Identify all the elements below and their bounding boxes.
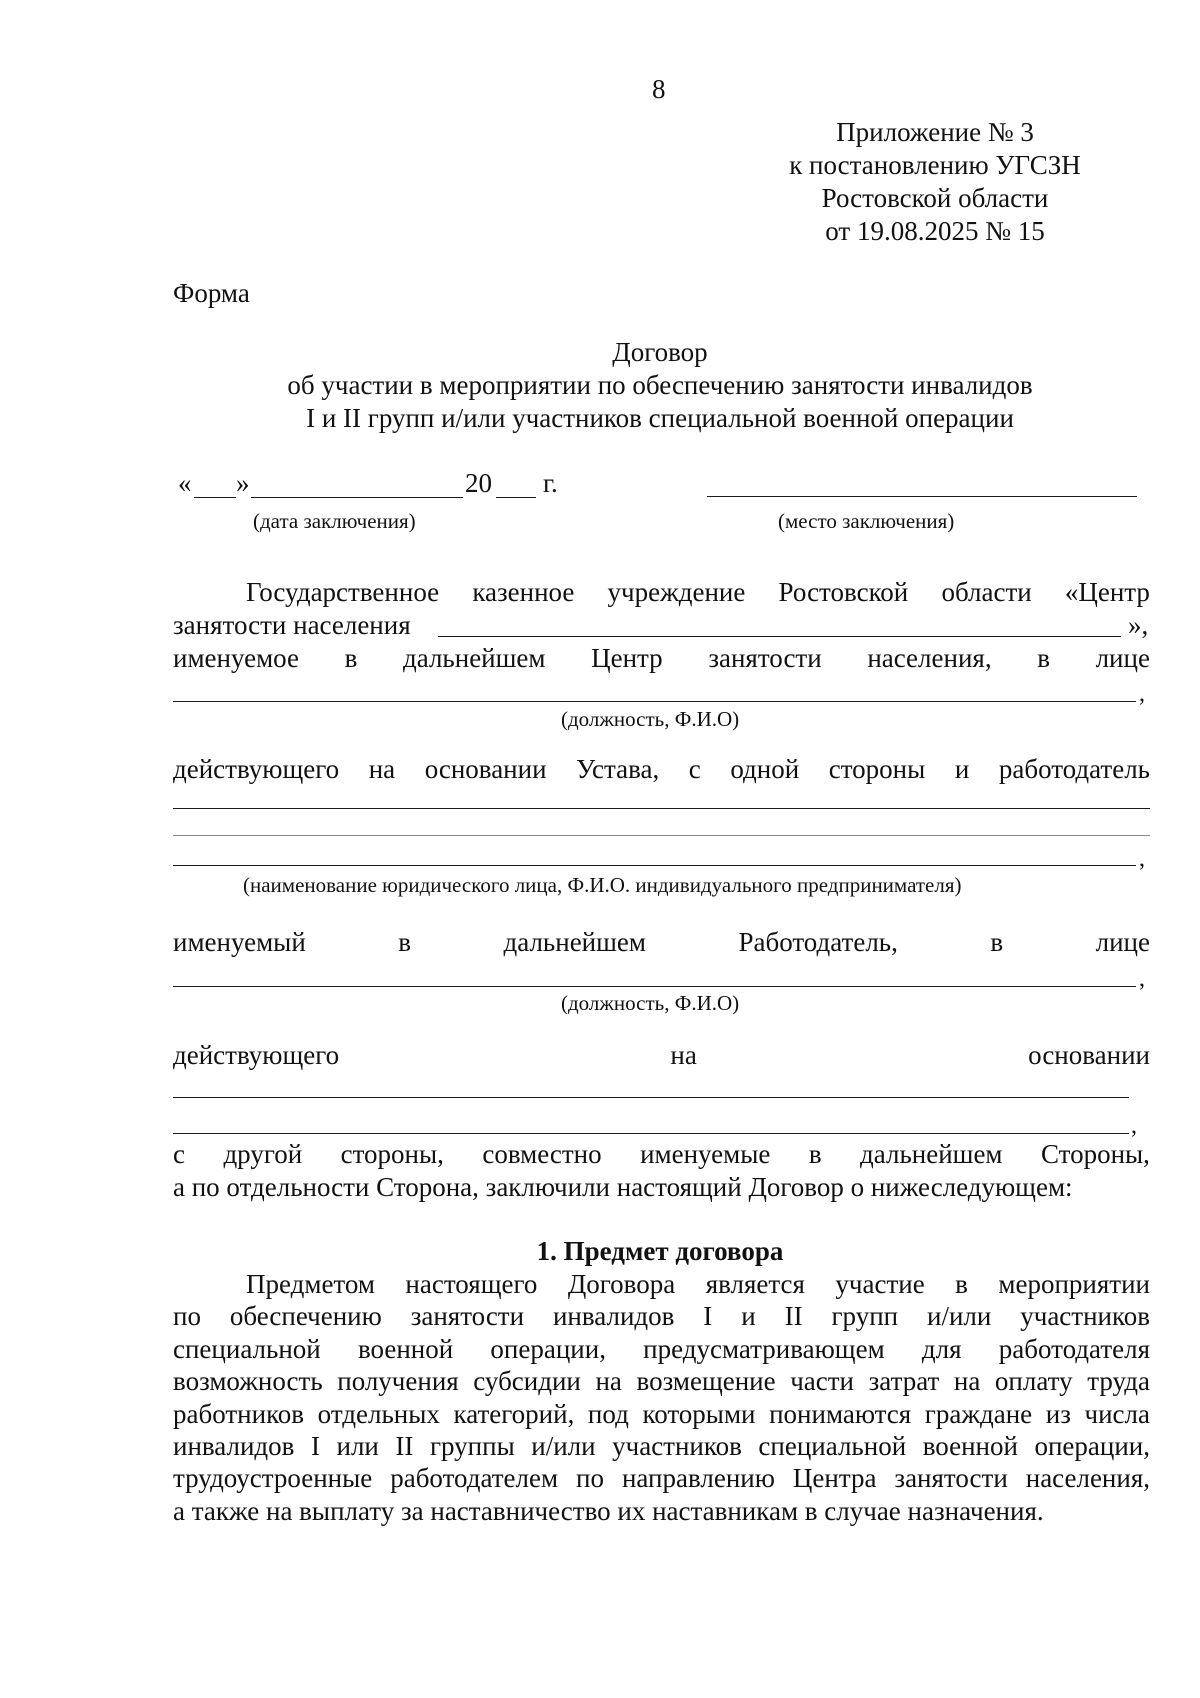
title-line-3: I и II групп и/или участников специальной военной операции — [306, 403, 1014, 433]
place-blank-line[interactable] — [707, 496, 1137, 497]
party3-caption: (должность, Ф.И.О) — [561, 991, 740, 1015]
section1-line: трудоустроенные работодателем по направлению Центра занятости населения, — [173, 1463, 1150, 1494]
place-caption: (место заключения) — [778, 509, 955, 533]
party1-line-2-start: занятости населения — [173, 610, 411, 640]
party3-word: лице — [1095, 927, 1150, 957]
document-title — [160, 336, 1160, 435]
party2-word: действующего — [173, 754, 340, 784]
closing-word: другой — [223, 1139, 303, 1169]
party1-line-3 — [173, 642, 1150, 675]
quote-close: » — [236, 468, 250, 498]
party2-word: стороны — [828, 754, 926, 784]
closing-word: с — [173, 1139, 185, 1169]
employer-name-blank-3[interactable] — [173, 865, 1136, 866]
form-label: Форма — [173, 278, 250, 308]
party1-word: Государственное — [246, 577, 440, 607]
party3-word: в — [398, 927, 412, 957]
party2-line-1 — [173, 753, 1150, 786]
appendix-line-3: Ростовской области — [821, 183, 1049, 213]
closing-word: в — [808, 1139, 822, 1169]
party3-comma: , — [1139, 966, 1145, 992]
party3-word: дальнейшем — [503, 927, 646, 957]
section1-line: а также на выплату за наставничество их наставникам в случае назначения. — [173, 1495, 1044, 1526]
party3-word: в — [990, 927, 1004, 957]
party4-word: на — [670, 1040, 697, 1070]
party2-word: Устава, — [576, 754, 660, 784]
party1-word: области — [941, 577, 1032, 607]
appendix-line-1: Приложение № 3 — [836, 117, 1034, 147]
title-line-2: об участии в мероприятии по обеспечению занятости инвалидов — [287, 370, 1033, 400]
party1-word: именуемое — [173, 643, 299, 673]
party1-comma: , — [1139, 681, 1145, 707]
party3-word: именуемый — [173, 927, 306, 957]
party3-position-blank[interactable] — [173, 986, 1136, 987]
section1-line: возможность получения субсидии на возмещение части затрат на оплату труда — [173, 1366, 1150, 1397]
party1-word: Ростовской — [778, 577, 909, 607]
party1-word: учреждение — [607, 577, 746, 607]
closing-line-2: а по отдельности Сторона, заключили настоящий Договор о нижеследующем: — [173, 1172, 1073, 1202]
party2-word: одной — [730, 754, 800, 784]
quote-open: « — [178, 468, 192, 498]
party4-word: основании — [1028, 1040, 1150, 1070]
page-number: 8 — [652, 74, 666, 104]
party2-word: основании — [424, 754, 547, 784]
closing-line-1 — [173, 1138, 1150, 1171]
year-blank-line[interactable] — [496, 497, 536, 498]
closing-word: совместно — [482, 1139, 602, 1169]
closing-word: дальнейшем — [860, 1139, 1003, 1169]
closing-word: именуемые — [640, 1139, 771, 1169]
party2-comma: , — [1139, 846, 1145, 872]
year-prefix: 20 — [465, 468, 492, 498]
section1-line: специальной военной операции, предусматривающем для работодателя — [173, 1333, 1150, 1364]
party1-position-blank[interactable] — [173, 701, 1136, 702]
party1-word: в — [1037, 643, 1050, 673]
party1-word: в — [344, 643, 358, 673]
title-line-1: Договор — [612, 337, 708, 367]
party1-word: занятости — [708, 643, 822, 673]
section1-line: инвалидов I или II группы и/или участников специальной военной операции, — [173, 1431, 1150, 1462]
party1-word: дальнейшем — [403, 643, 546, 673]
appendix-line-4: от 19.08.2025 № 15 — [825, 216, 1045, 246]
basis-document-blank-2[interactable] — [173, 1133, 1129, 1134]
party1-line-2-end: », — [1128, 610, 1149, 640]
section1-line: работников отдельных категорий, под которыми понимаются граждане из числа — [173, 1398, 1150, 1429]
appendix-block — [770, 116, 1100, 248]
party4-line-1 — [173, 1039, 1150, 1072]
party3-word: Работодатель, — [738, 927, 898, 957]
date-caption: (дата заключения) — [253, 509, 416, 533]
party2-word: и — [954, 754, 970, 784]
party1-word: населения, — [867, 643, 992, 673]
party2-word: работодатель — [998, 754, 1150, 784]
employer-name-blank-1[interactable] — [173, 808, 1150, 809]
party2-caption: (наименование юридического лица, Ф.И.О. индивидуального предпринимателя) — [243, 873, 962, 897]
appendix-line-2: к постановлению УГСЗН — [789, 150, 1081, 180]
party1-word: казенное — [472, 577, 575, 607]
month-blank-line[interactable] — [251, 497, 463, 498]
party2-word: на — [368, 754, 396, 784]
employment-center-name-blank[interactable] — [438, 636, 1121, 637]
party1-word: Центр — [591, 643, 663, 673]
party1-word: лице — [1095, 643, 1150, 673]
employer-name-blank-2[interactable] — [173, 835, 1150, 836]
party2-word: с — [688, 754, 701, 784]
party1-caption: (должность, Ф.И.О) — [561, 707, 740, 731]
party1-line-1 — [246, 576, 1150, 609]
closing-word: Стороны, — [1040, 1139, 1150, 1169]
party3-line-1 — [173, 926, 1150, 959]
basis-document-blank-1[interactable] — [173, 1097, 1129, 1098]
year-suffix: г. — [543, 468, 558, 498]
day-blank-line[interactable] — [194, 497, 236, 498]
section1-heading: 1. Предмет договора — [536, 1236, 784, 1266]
party1-word: «Центр — [1064, 577, 1150, 607]
party4-word: действующего — [173, 1040, 340, 1070]
closing-word: стороны, — [340, 1139, 444, 1169]
section1-line: по обеспечению занятости инвалидов I и II групп и/или участников — [173, 1301, 1150, 1332]
party4-comma: , — [1131, 1113, 1137, 1139]
section1-line: Предметом настоящего Договора является участие в мероприятии — [246, 1269, 1150, 1299]
section1-paragraph — [173, 1268, 1150, 1527]
